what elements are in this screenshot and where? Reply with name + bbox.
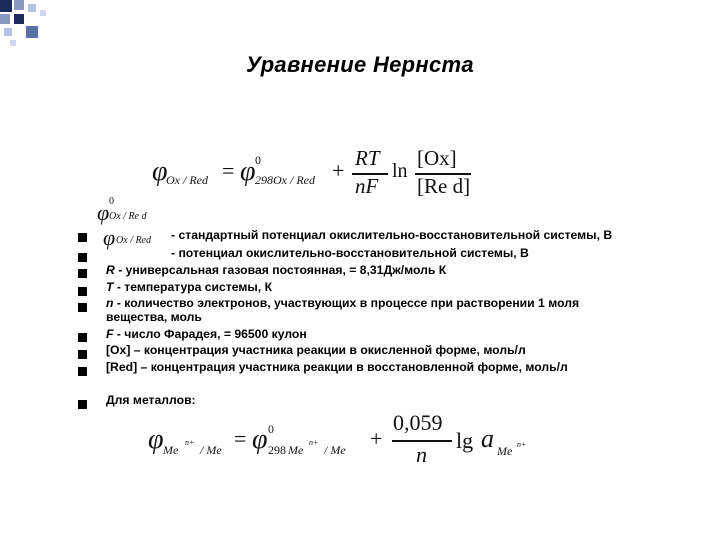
activity-subscript-sup: n+ (517, 440, 527, 449)
phi-subscript: Ox / Red (116, 235, 151, 246)
nernst-formula (152, 146, 482, 202)
phi0-subscript: Ox / Re d (109, 211, 147, 222)
list-item: [Red] – концентрация участника реакции в восстановленной форме, моль/л (106, 360, 568, 374)
equals-sign: = (234, 426, 247, 451)
phi-symbol: φ (252, 424, 268, 455)
fraction-denominator: n (416, 442, 427, 467)
list-item: - потенциал окислительно-восстановительной системы, В (171, 246, 529, 260)
fraction-denominator: nF (355, 174, 379, 198)
list-item: T - температура системы, К (106, 280, 273, 294)
fraction-numerator: RT (355, 146, 380, 170)
superscript-zero: 0 (109, 196, 114, 207)
deco-square (28, 4, 36, 12)
superscript-zero: 0 (255, 153, 261, 167)
ln-operator: ln (392, 160, 408, 182)
lhs-superscript: n+ (185, 438, 195, 447)
activity-subscript: Me (497, 444, 513, 458)
bullet-marker (78, 333, 87, 342)
page-title: Уравнение Нернста (246, 52, 474, 77)
phi-symbol: φ (152, 156, 168, 187)
phi-symbol: φ (103, 225, 116, 250)
list-item: F - число Фарадея, = 96500 кулон (106, 327, 307, 341)
phi-symbol: φ (148, 424, 164, 455)
deco-square (4, 28, 12, 36)
phi0-label (97, 196, 167, 224)
deco-square (0, 14, 10, 24)
list-item-continuation: вещества, моль (106, 310, 202, 324)
lhs-subscript-end: / Me (200, 443, 222, 457)
list-item: [Ox] – концентрация участника реакции в окисленной форме, моль/л (106, 343, 526, 357)
activity-symbol: a (481, 424, 494, 453)
deco-square (14, 0, 24, 10)
phi-symbol: φ (97, 200, 110, 225)
deco-square (10, 40, 16, 46)
superscript-zero: 0 (268, 422, 274, 436)
rhs-subscript-end: / Me (324, 443, 346, 457)
equals-sign: = (222, 158, 235, 183)
bullet-marker (78, 400, 87, 409)
bullet-marker (78, 233, 87, 242)
phi-symbol: φ (240, 156, 256, 187)
rhs-subscript-me: Me (288, 443, 304, 457)
list-item: - стандартный потенциал окислительно-восстановительной системы, В (171, 228, 613, 242)
deco-square (40, 10, 46, 16)
bullet-marker (78, 303, 87, 312)
bullet-marker (78, 367, 87, 376)
lg-operator: lg (456, 428, 474, 453)
lhs-subscript: Me (163, 443, 179, 457)
deco-square (0, 0, 12, 12)
deco-square (26, 26, 38, 38)
plus-sign: + (370, 426, 383, 451)
bullet-marker (78, 253, 87, 262)
metal-formula (148, 410, 548, 470)
list-item: R - универсальная газовая постоянная, = 8,31Дж/моль К (106, 263, 447, 277)
ox-concentration: [Ox] (417, 146, 457, 170)
lhs-subscript: Ox / Red (166, 173, 208, 187)
rhs-subscript-sup: n+ (309, 438, 319, 447)
fraction-numerator: 0,059 (393, 410, 443, 435)
bullet-marker (78, 269, 87, 278)
rhs-subscript: 298 (268, 443, 286, 457)
plus-sign: + (332, 158, 345, 183)
list-item: Для металлов: (106, 393, 196, 407)
rhs-subscript: 298Ox / Red (255, 173, 315, 187)
list-item: n - количество электронов, участвующих в процессе при растворении 1 моля (106, 296, 580, 310)
red-concentration: [Re d] (417, 174, 471, 198)
bullet-marker (78, 350, 87, 359)
bullet-marker (78, 287, 87, 296)
phi-label (103, 225, 173, 249)
deco-square (14, 14, 24, 24)
